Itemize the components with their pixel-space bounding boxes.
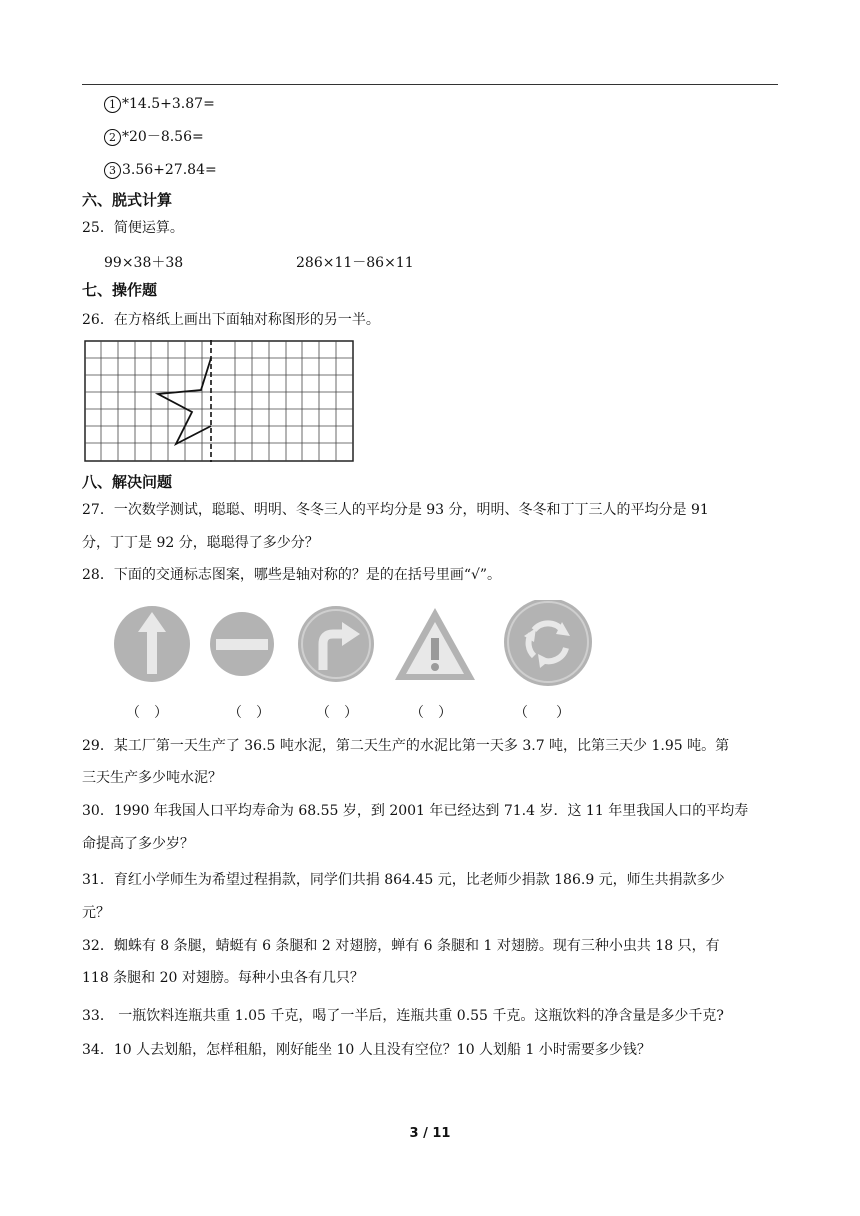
question-29-line-2: 三天生产多少吨水泥？ [82, 770, 222, 786]
grid-figure [84, 340, 356, 464]
question-27-line-2: 分，丁丁是 92 分，聪聪得了多少分？ [82, 535, 319, 551]
question-34: 34．10 人去划船，怎样租船，刚好能坐 10 人且没有空位？10 人划船 1 小时需要多少钱？ [82, 1042, 651, 1058]
question-27-line-1: 27．一次数学测试，聪聪、明明、冬冬三人的平均分是 93 分，明明、冬冬和丁丁三人的平均分是 91 [82, 502, 709, 518]
question-30-line-2: 命提高了多少岁？ [82, 836, 194, 852]
calc-item-text: 3.56+27.84= [122, 162, 217, 178]
section-8-title: 八、解决问题 [82, 473, 173, 491]
calc-item-1 [104, 94, 215, 114]
answer-paren-3[interactable]: （ ） [316, 705, 358, 721]
question-28: 28．下面的交通标志图案，哪些是轴对称的？是的在括号里画“√”。 [82, 567, 502, 583]
question-29-line-1: 29．某工厂第一天生产了 36.5 吨水泥，第二天生产的水泥比第一天多 3.7 吨，比第三天少 1.95 吨。第 [82, 738, 730, 754]
straight-arrow-sign-icon [114, 606, 190, 682]
circled-number: 1 [104, 96, 121, 113]
section-7-title: 七、操作题 [82, 281, 158, 299]
question-25: 25．简便运算。 [82, 220, 184, 236]
calc-item-3 [104, 160, 217, 180]
answer-paren-2[interactable]: （ ） [228, 705, 270, 721]
question-30-line-1: 30．1990 年我国人口平均寿命为 68.55 岁，到 2001 年已经达到 71.4 岁．这 11 年里我国人口的平均寿 [82, 803, 749, 819]
answer-paren-5[interactable]: （ ） [514, 705, 570, 721]
q25-expression-1: 99×38＋38 [104, 255, 184, 271]
answer-paren-1[interactable]: （ ） [126, 705, 168, 721]
question-32-line-2: 118 条腿和 20 对翅膀。每种小虫各有几只？ [82, 970, 364, 986]
answer-paren-4[interactable]: （ ） [410, 705, 452, 721]
q25-expression-2: 286×11－86×11 [296, 255, 414, 271]
page-number: 3 / 11 [409, 1126, 451, 1141]
question-26: 26．在方格纸上画出下面轴对称图形的另一半。 [82, 312, 380, 328]
calc-item-text: *14.5+3.87= [122, 96, 215, 112]
section-6-title: 六、脱式计算 [82, 191, 173, 209]
question-33: 33． 一瓶饮料连瓶共重 1.05 千克，喝了一半后，连瓶共重 0.55 千克。这瓶饮料的净含量是多少千克? [82, 1008, 724, 1024]
warning-triangle-sign-icon [395, 608, 475, 680]
circled-number: 2 [104, 129, 121, 146]
circled-number: 3 [104, 162, 121, 179]
calc-item-text: *20－8.56= [122, 129, 204, 145]
no-entry-sign-icon [210, 612, 274, 676]
header-rule [82, 84, 778, 85]
traffic-signs [110, 600, 610, 690]
roundabout-sign-icon [504, 600, 592, 686]
calc-item-2 [104, 127, 204, 147]
question-31-line-1: 31．育红小学师生为希望过程捐款，同学们共捐 864.45 元，比老师少捐款 186.9 元，师生共捐款多少 [82, 872, 725, 888]
grid-paper [84, 340, 356, 468]
turn-right-sign-icon [298, 606, 374, 682]
question-31-line-2: 元？ [82, 905, 110, 921]
question-32-line-1: 32．蜘蛛有 8 条腿，蜻蜓有 6 条腿和 2 对翅膀，蝉有 6 条腿和 1 对翅膀。现有三种小虫共 18 只，有 [82, 938, 720, 954]
